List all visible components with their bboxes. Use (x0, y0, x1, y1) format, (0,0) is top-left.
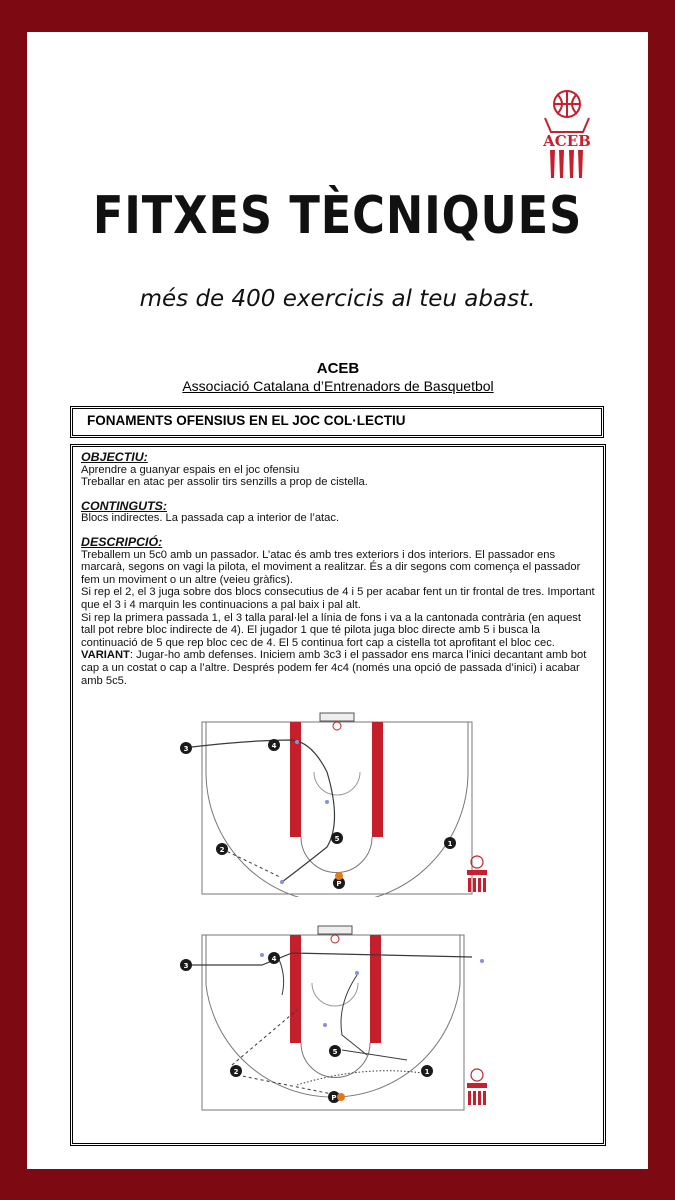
player-marker: 5 (334, 835, 340, 843)
sheet-title-box (70, 406, 604, 438)
player-marker: 4 (271, 955, 277, 963)
player-marker: 5 (332, 1048, 338, 1056)
logo-text: ACEB (543, 132, 591, 150)
descripcio-paragraph: Si rep la primera passada 1, el 3 talla paral·lel a línia de fons i va a la cantonada contrària (en aquest tall pot rebre bloc indirecte de 4). El jugador 1 que té pilota juga bloc directe amb 5 i busca la continuació de 5 que rep bloc cec de 4. El 5 continua fort cap a cistella tot aprofitant el bloc cec. (81, 611, 582, 649)
player-marker: 3 (183, 962, 189, 970)
continguts-text: Blocs indirectes. La passada cap a interior de l’atac. (81, 512, 340, 525)
aceb-logo-icon (543, 88, 591, 180)
player-marker: 1 (447, 840, 453, 848)
page-title: FITXES TÈCNIQUES (92, 186, 583, 246)
objectiu-heading: OBJECTIU: (81, 450, 148, 464)
sheet-title: FONAMENTS OFENSIUS EN EL JOC COL·LECTIU (87, 413, 406, 428)
descripcio-paragraph: Treballem un 5c0 amb un passador. L’atac és amb tres exteriors i dos interiors. El passador ens marcarà, segons on vagi la pilota, el moviment a realitzar. És a dir segons com comença el passador fem un moviment o un altre (veieu gràfics). (81, 548, 581, 586)
org-short-name: ACEB (316, 360, 360, 377)
ball-icon (335, 872, 343, 880)
descripcio-paragraph: Si rep el 2, el 3 juga sobre dos blocs consecutius de 4 i 5 per acabar fent un tir frontal de tres. Important que el 3 i 4 marquin les continuacions a pal baix i pal alt. (81, 586, 595, 611)
objectiu-line: Aprendre a guanyar espais en el joc ofensiu (81, 463, 300, 476)
player-marker: 1 (424, 1068, 430, 1076)
court-diagram-1 (162, 712, 512, 897)
variant-text: : Jugar-ho amb defenses. Iniciem amb 3c3 i el passador ens marca l’inici decantant amb bot cap a un costat o cap a l’altre. Després podem fer 4c4 (només una opció de passada d’inici) i acabar amb 5c5. (81, 649, 587, 687)
org-full-name: Associació Catalana d’Entrenadors de Basquetbol (182, 378, 494, 394)
player-marker: 2 (233, 1068, 239, 1076)
page-subtitle: més de 400 exercicis al teu abast. (139, 286, 536, 312)
court-diagram-2 (162, 925, 512, 1115)
ball-icon (337, 1093, 345, 1101)
player-marker: 4 (271, 742, 277, 750)
continguts-heading: CONTINGUTS: (81, 498, 168, 513)
descripcio-heading: DESCRIPCIÓ: (81, 534, 163, 549)
passer-marker: P (336, 880, 342, 888)
player-marker: 3 (183, 745, 189, 753)
variant-label: VARIANT (81, 649, 130, 662)
watermark-logo-icon (467, 1069, 487, 1105)
passer-marker: P (331, 1094, 337, 1102)
sheet-text (81, 451, 596, 687)
objectiu-line: Treballar en atac per assolir tirs senzills a prop de cistella. (81, 476, 368, 489)
player-marker: 2 (219, 846, 225, 854)
variant-paragraph (81, 649, 596, 687)
